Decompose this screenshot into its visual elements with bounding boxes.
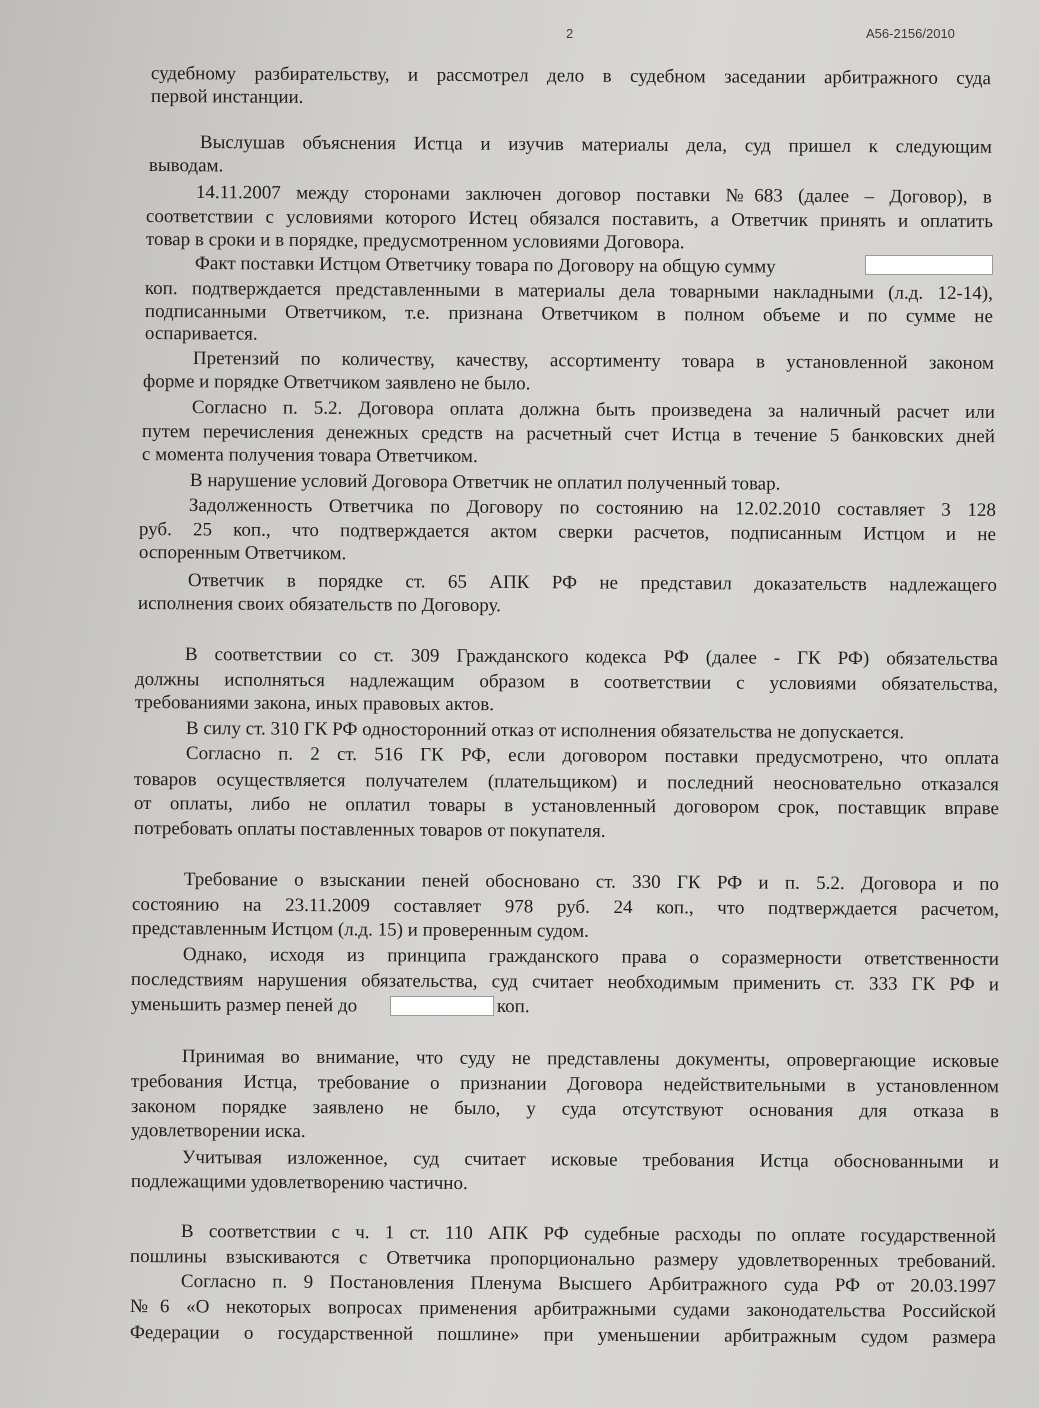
text-line: последствиям нарушения обязательства, суд считает необходимым применить ст. 333 ГК РФ и bbox=[130, 969, 999, 996]
text-line: Федерации о государственной пошлине» при уменьшении арбитражным судом размера bbox=[129, 1322, 996, 1349]
text-line: удовлетворении иска. bbox=[130, 1120, 306, 1143]
text-line: Согласно п. 2 ст. 516 ГК РФ, если договором поставки предусмотрено, что оплата bbox=[185, 743, 999, 769]
text-line: коп. bbox=[496, 996, 530, 1018]
text-line: подлежащими удовлетворению частично. bbox=[130, 1171, 468, 1195]
text-line: №6 «О некоторых вопросах применения арбитражными судами законодательства Российской bbox=[129, 1296, 996, 1323]
text-line: оспоренным Ответчиком. bbox=[138, 542, 347, 565]
text-line: Однако, исходя из принципа гражданского права о соразмерности ответственности bbox=[182, 944, 999, 970]
text-line: выводам. bbox=[148, 155, 224, 177]
text-line: подписанными Ответчиком, т.е. признана Ответчиком в полном объеме и по сумме не bbox=[144, 301, 993, 328]
text-line: первой инстанции. bbox=[150, 86, 304, 108]
text-line: пошлины взыскиваются с Ответчика пропорционально размеру удовлетворенных требований. bbox=[129, 1246, 996, 1273]
text-line: В соответствии со ст. 309 Гражданского кодекса РФ (далее - ГК РФ) обязательства bbox=[184, 644, 998, 670]
text-line: Задолженность Ответчика по Договору по состоянию на 12.02.2010 составляет 3 128 bbox=[188, 495, 996, 521]
text-line: Согласно п. 9 Постановления Пленума Высшего Арбитражного суда РФ от 20.03.1997 bbox=[180, 1271, 996, 1297]
text-line: коп. подтверждается представленными в материалы дела товарными накладными (л.д. 12-14), bbox=[144, 278, 993, 305]
redacted-amount bbox=[865, 255, 993, 275]
text-line: потребовать оплаты поставленных товаров от покупателя. bbox=[133, 818, 606, 842]
text-line: должны исполняться надлежащим образом в соответствии с условиями обязательства, bbox=[134, 669, 998, 696]
text-line: путем перечисления денежных средств на расчетный счет Истца в течение 5 банковских дней bbox=[141, 421, 995, 448]
text-line: состоянию на 23.11.2009 составляет 978 руб. 24 коп., что подтверждается расчетом, bbox=[131, 894, 999, 921]
text-line: Претензий по количеству, качеству, ассортименту товара в установленной законом bbox=[192, 348, 994, 374]
text-line: от оплаты, либо не оплатил товары в установленный договором срок, поставщик вправе bbox=[133, 793, 999, 820]
redacted-amount bbox=[390, 996, 494, 1016]
text-line: Выслушав объяснения Истца и изучив материалы дела, суд пришел к следующим bbox=[199, 132, 992, 158]
text-line: 14.11.2007 между сторонами заключен договор поставки №683 (далее – Договор), в bbox=[195, 182, 992, 208]
text-line: Согласно п. 5.2. Договора оплата должна быть произведена за наличный расчет или bbox=[191, 397, 995, 423]
text-line: законом порядке заявлено не было, у суда отсутствуют основания для отказа в bbox=[130, 1096, 999, 1123]
text-line: оспаривается. bbox=[144, 323, 258, 345]
page-number: 2 bbox=[566, 26, 574, 41]
text-line: В нарушение условий Договора Ответчик не оплатил полученный товар. bbox=[189, 470, 781, 495]
text-line: представленным Истцом (л.д. 15) и проверенным судом. bbox=[131, 918, 590, 942]
text-line: руб. 25 коп., что подтверждается актом сверки расчетов, подписанным Истцом и не bbox=[138, 519, 996, 546]
text-line: В соответствии с ч. 1 ст. 110 АПК РФ судебные расходы по оплате государственной bbox=[180, 1221, 996, 1247]
text-line: Учитывая изложенное, суд считает исковые требования Истца обоснованными и bbox=[181, 1147, 999, 1173]
text-line: товаров осуществляется получателем (плательщиком) и последний неосновательно отказался bbox=[133, 769, 999, 796]
text-line: требования Истца, требование о признании Договора недействительными в установленном bbox=[130, 1071, 999, 1098]
case-number: А56-2156/2010 bbox=[866, 26, 955, 41]
text-line: судебному разбирательству, и рассмотрел дело в судебном заседании арбитражного суда bbox=[150, 63, 991, 90]
text-line: Принимая во внимание, что суду не представлены документы, опровергающие исковые bbox=[181, 1046, 999, 1072]
text-line: Факт поставки Истцом Ответчику товара по Договору на общую сумму bbox=[194, 253, 776, 278]
text-line: товар в сроки и в порядке, предусмотренном условиями Договора. bbox=[145, 229, 685, 254]
text-line: Ответчик в порядке ст. 65 АПК РФ не представил доказательств надлежащего bbox=[187, 570, 997, 596]
text-line: Требование о взыскании пеней обосновано ст. 330 ГК РФ и п. 5.2. Договора и по bbox=[183, 869, 999, 895]
text-line: требованиями закона, иных правовых актов. bbox=[134, 692, 495, 716]
text-line: соответствии с условиями которого Истец обязался поставить, а Ответчик принять и оплатить bbox=[145, 206, 993, 233]
text-line: форме и порядке Ответчиком заявлено не было. bbox=[142, 371, 531, 395]
text-line: уменьшить размер пеней до bbox=[130, 994, 358, 1017]
text-line: В силу ст. 310 ГК РФ односторонний отказ от исполнения обязательства не допускается. bbox=[185, 718, 905, 744]
text-line: с момента получения товара Ответчиком. bbox=[141, 444, 478, 468]
text-line: исполнения своих обязательств по Договору. bbox=[137, 593, 501, 617]
